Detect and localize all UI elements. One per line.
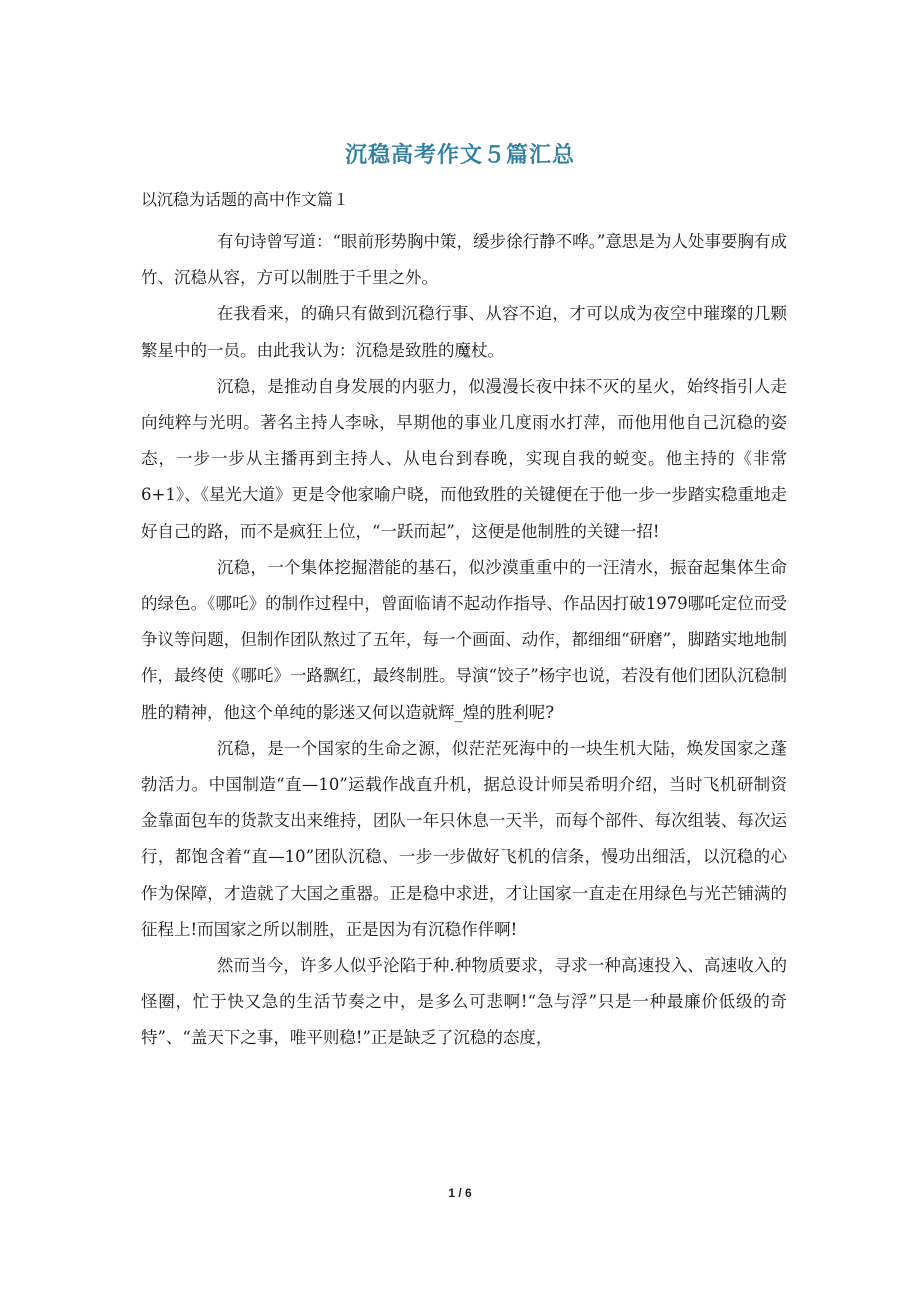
document-title: 沉稳高考作文５篇汇总 (344, 142, 575, 168)
paragraph-5: 沉稳，是一个国家的生命之源，似茫茫死海中的一块生机大陆，焕发国家之蓬勃活力。中国制造“直—10”运载作战直升机，据总设计师吴希明介绍，当时飞机研制资金靠面包车的货款支出来维持，团队一年只休息一天半，而每个部件、每次组装、每次运行，都饱含着“直—10”团队沉稳、一步一步做好飞机的信条，慢功出细活，以沉稳的心作为保障，才造就了大国之重器。正是稳中求进，才让国家一直走在用绿色与光芒铺满的征程上!而国家之所以制胜，正是因为有沉稳作伴啊! (141, 738, 787, 939)
paragraph-2: 在我看来，的确只有做到沉稳行事、从容不迫，才可以成为夜空中璀璨的几颗繁星中的一员。由此我认为：沉稳是致胜的魔杖。 (141, 304, 787, 360)
paragraph-6: 然而当今，许多人似乎沦陷于种.种物质要求，寻求一种高速投入、高速收入的怪圈，忙于快又急的生活节奏之中，是多么可悲啊!“急与浮”只是一种最廉价低级的奇特”、“盖天下之事，唯平则稳!”正是缺乏了沉稳的态度， (141, 956, 787, 1048)
paragraph-1: 有句诗曾写道：“眼前形势胸中策，缓步徐行静不哗。”意思是为人处事要胸有成竹、沉稳从容，方可以制胜于千里之外。 (141, 232, 787, 288)
document-body (141, 224, 787, 1057)
page-indicator: 1 / 6 (448, 1186, 472, 1200)
section-heading: 以沉稳为话题的高中作文篇１ (141, 190, 350, 209)
paragraph-4: 沉稳，一个集体挖掘潜能的基石，似沙漠重重中的一汪清水，振奋起集体生命的绿色。《哪吒》的制作过程中，曾面临请不起动作指导、作品因打破1979哪吒定位而受争议等问题，但制作团队熬过了五年，每一个画面、动作，都细细“研磨”，脚踏实地地制作，最终使《哪吒》一路飘红，最终制胜。导演“饺子”杨宇也说，若没有他们团队沉稳制胜的精神，他这个单纯的影迷又何以造就辉_煌的胜利呢? (141, 557, 787, 722)
paragraph-3: 沉稳，是推动自身发展的内驱力，似漫漫长夜中抹不灭的星火，始终指引人走向纯粹与光明。著名主持人李咏，早期他的事业几度雨水打萍，而他用他自己沉稳的姿态，一步一步从主播再到主持人、从电台到春晚，实现自我的蜕变。他主持的《非常6+1》、《星光大道》更是令他家喻户晓，而他致胜的关键便在于他一步一步踏实稳重地走好自己的路，而不是疯狂上位，“一跃而起”，这便是他制胜的关键一招! (141, 376, 787, 541)
